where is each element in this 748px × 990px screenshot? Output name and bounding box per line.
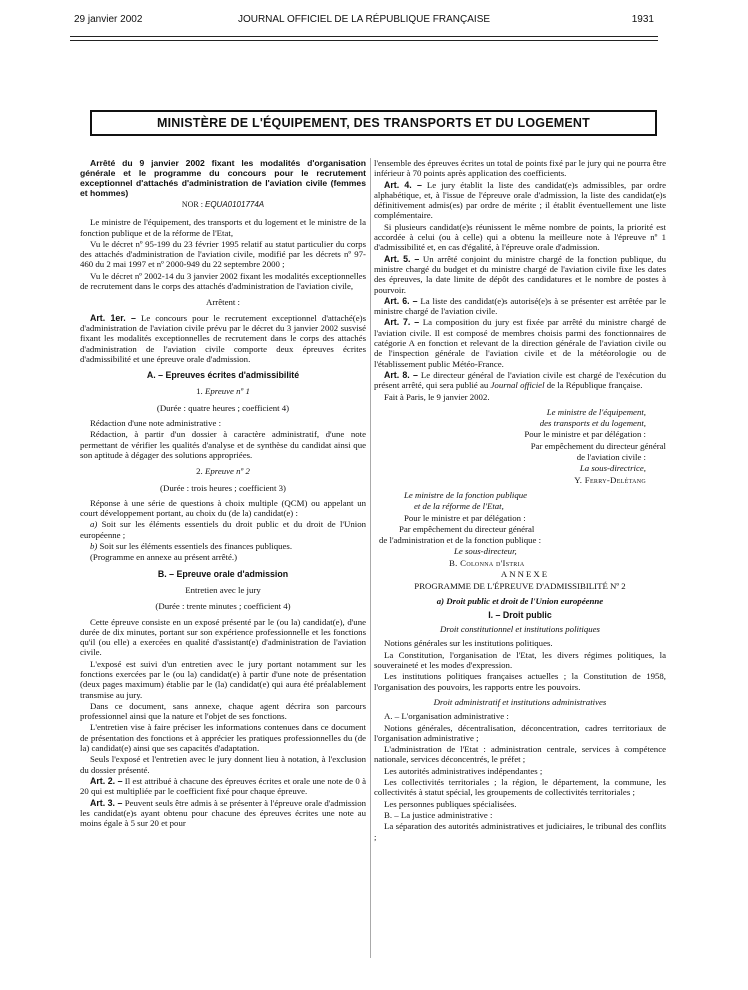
paragraph: (Programme en annexe au présent arrêté.)	[90, 552, 238, 563]
right-column	[374, 158, 666, 843]
signature-name-2: B. Colonna d'Istria	[449, 557, 525, 568]
signature-block-2-line: Par empêchement du directeur général	[399, 523, 535, 534]
epreuve-1-heading: 1. Epreuve nº 1	[196, 386, 250, 397]
list-item: b) Soit sur les éléments essentiels des finances publiques.	[90, 541, 293, 552]
part-i-heading: I. – Droit public	[488, 609, 552, 620]
paragraph: Rédaction, à partir d'un dossier à caractère administratif, d'une note permettant de vérifier les qualités d'analyse et de synthèse du candidat ainsi que son aptitude à dégager des solutions appropriées.	[80, 429, 366, 460]
article-2: Art. 2. – Il est attribué à chacune des épreuves écrites et orale une note de 0 à 20 qui est multipliée par le coefficient fixé pour chaque épreuve.	[80, 775, 366, 797]
paragraph: B. – La justice administrative :	[384, 809, 493, 820]
entretien-duration: (Durée : trente minutes ; coefficient 4)	[155, 601, 291, 612]
paragraph: La Constitution, l'organisation de l'Etat, les divers régimes politiques, la souveraineté et les modes d'expression.	[374, 649, 666, 671]
article-7: Art. 7. – La composition du jury est fixée par arrêté du ministre chargé de l'aviation civile. Il est composé de membres choisis parmi des fonctionnaires de catégorie A en fonction et relevant de la direction générale de l'aviation civile ou de l'inspection générale de l'aviation civile et de la météorologie ou de l'établissement public Météo-France.	[374, 317, 666, 369]
signature-name-1: Y. Ferry-Delétang	[574, 474, 646, 485]
paragraph: Les autorités administratives indépendantes ;	[384, 765, 543, 776]
nor-label: NOR :	[181, 200, 203, 209]
signature-block-2-line: Pour le ministre et par délégation :	[404, 512, 526, 523]
ministry-heading: MINISTÈRE DE L'ÉQUIPEMENT, DES TRANSPORTS ET DU LOGEMENT	[90, 110, 657, 136]
signature-block-1-line: de l'aviation civile :	[576, 452, 646, 463]
fait-a-paris: Fait à Paris, le 9 janvier 2002.	[384, 391, 490, 402]
paragraph: Notions générales, décentralisation, déconcentration, cadres territoriaux de l'organisation administrative ;	[374, 722, 666, 743]
decree-title: Arrêté du 9 janvier 2002 fixant les modalités d'organisation générale et le programme du concours pour le recrutement exceptionnel d'attachés d'administration de l'aviation civile (femmes et hommes)	[80, 158, 366, 198]
article-8: Art. 8. – Le directeur général de l'aviation civile est chargé de l'exécution du présent arrêté, qui sera publié au Journal officiel de la République française.	[374, 369, 666, 391]
paragraph: La séparation des autorités administratives et judiciaires, le tribunal des conflits ;	[374, 821, 666, 842]
arretent: Arrêtent :	[206, 297, 240, 308]
subsection-a-heading: a) Droit public et droit de l'Union européenne	[436, 595, 604, 606]
epreuve-2-duration: (Durée : trois heures ; coefficient 3)	[160, 482, 286, 493]
column-divider	[370, 158, 371, 958]
paragraph: Vu le décret nº 2002-14 du 3 janvier 2002 fixant les modalités exceptionnelles de recrutement dans le corps des attachés d'administration de l'aviation civile,	[80, 270, 366, 292]
article-1	[80, 313, 366, 364]
article-label: Art. 1er. –	[90, 312, 136, 323]
list-item: a) Soit sur les éléments essentiels du droit public et du droit de l'Union européenne ;	[80, 519, 367, 540]
nor-reference	[80, 200, 366, 210]
signature-block-1-line: La sous-directrice,	[579, 463, 646, 474]
header-rule-second	[70, 40, 658, 41]
signature-block-1-line: des transports et du logement,	[539, 418, 646, 429]
paragraph: l'ensemble des épreuves écrites un total de points fixé par le jury qui ne pourra être inférieur à 70 points après application des coefficients.	[374, 158, 666, 179]
nor-code: EQUA0101774A	[204, 200, 265, 209]
paragraph: A. – L'organisation administrative :	[384, 711, 509, 722]
paragraph: Vu le décret nº 95-199 du 23 février 1995 relatif au statut particulier du corps des attachés d'administration de l'aviation civile, modifié par les décrets nº 97-460 du 2 mai 1997 et nº 2000-949 du 22 septembre 2000 ;	[80, 238, 366, 270]
paragraph: L'exposé est suivi d'un entretien avec le jury portant notamment sur les fonctions exercées par le (ou la) candidat(e) à partir d'une note de présentation (deux pages maximum) établie par le (la) candidat(e) qui aura été préalablement transmise au jury.	[80, 658, 366, 700]
paragraph: L'entretien vise à faire préciser les informations contenues dans ce document de présentation des fonctions et à apprécier les pratiques professionnelles du (de la) candidat(e) ainsi que ses capacités d'adaptation.	[80, 722, 366, 754]
paragraph: Les collectivités territoriales ; la région, le département, la commune, les collectivités à statut spécial, les groupements de collectivités territoriales ;	[374, 777, 666, 798]
subheading-administratif: Droit administratif et institutions administratives	[433, 696, 607, 707]
article-4: Art. 4. – Le jury établit la liste des candidat(e)s admissibles, par ordre alphabétique, et, à l'issue de l'épreuve orale d'admission, la liste des candidat(e)s définitivement admis(es) par ordre de mérite ; il établit éventuellement une liste complémentaire.	[374, 179, 666, 221]
section-b-heading: B. – Epreuve orale d'admission	[157, 568, 289, 579]
header-journal-title: JOURNAL OFFICIEL DE LA RÉPUBLIQUE FRANÇAISE	[237, 14, 491, 25]
article-text: Le concours pour le recrutement exceptionnel d'attaché(e)s d'administration de l'aviation civile prévu par le décret du 3 janvier 2002 susvisé fixant les modalités exceptionnelles de recrutement dans le corps des attachés d'administration de l'aviation civile comporte deux épreuves écrites d'admissibilité et une épreuve orale d'admission.	[80, 312, 366, 364]
signature-block-2-line: Le sous-directeur,	[454, 546, 517, 557]
page-header	[74, 14, 654, 28]
paragraph: Les personnes publiques spécialisées.	[384, 798, 517, 809]
signature-block-2-line: de l'administration et de la fonction publique :	[379, 535, 542, 546]
article-3: Art. 3. – Peuvent seuls être admis à se présenter à l'épreuve orale d'admission les candidat(e)s ayant obtenu pour chacune des épreuves écrites une note au moins égale à 5 sur 20 et pour	[80, 797, 366, 829]
paragraph: Rédaction d'une note administrative :	[90, 418, 222, 429]
article-6: Art. 6. – La liste des candidat(e)s autorisé(e)s à se présenter est arrêtée par le ministre chargé de l'aviation civile.	[374, 295, 666, 317]
signature-block-2-line: et de la réforme de l'Etat,	[414, 501, 504, 512]
signature-block-1-line: Pour le ministre et par délégation :	[524, 429, 646, 440]
paragraph: Si plusieurs candidat(e)s réunissent le même nombre de points, la priorité est accordée à celui (ou à celle) qui a obtenu la meilleure note à l'épreuve nº 1 d'admissibilité et, en cas d'égalité, à l'épreuve orale d'admission.	[374, 221, 666, 253]
entretien-heading: Entretien avec le jury	[185, 584, 261, 595]
programme-heading: PROGRAMME DE L'ÉPREUVE D'ADMISSIBILITÉ Nº 2	[414, 581, 626, 592]
annexe-heading: ANNEXE	[500, 568, 550, 579]
section-a-heading: A. – Epreuves écrites d'admissibilité	[146, 370, 300, 381]
signature-block-1-line: Par empêchement du directeur général	[530, 440, 666, 451]
article-5: Art. 5. – Un arrêté conjoint du ministre chargé de la fonction publique, du ministre chargé du budget et du ministre chargé de l'aviation civile fixe les dates des épreuves, la date limite de dépôt des candidatures et le nombre de postes à pourvoir.	[374, 253, 666, 295]
paragraph: Notions générales sur les institutions politiques.	[384, 638, 553, 649]
left-column	[80, 158, 366, 829]
header-page-number: 1931	[631, 14, 654, 25]
paragraph: L'administration de l'Etat : administration centrale, services à compétence nationale, services déconcentrés, le préfet ;	[374, 744, 666, 765]
header-rule	[70, 36, 658, 37]
signature-block-1-line: Le ministre de l'équipement,	[546, 406, 646, 417]
subheading-constitutionnel: Droit constitutionnel et institutions politiques	[440, 624, 600, 635]
signature-block-2-line: Le ministre de la fonction publique	[404, 489, 528, 500]
epreuve-1-duration: (Durée : quatre heures ; coefficient 4)	[156, 402, 290, 413]
paragraph: Cette épreuve consiste en un exposé présenté par le (ou la) candidat(e), d'une durée de dix minutes, portant sur son expérience professionnelle et les fonctions qu'il (ou elle) a exercées en qualité d'assistant(e) d'administration de l'aviation civile.	[80, 616, 366, 658]
paragraph: Réponse à une série de questions à choix multiple (QCM) ou appelant un court développement portant, au choix du (de la) candidat(e) :	[80, 497, 366, 519]
paragraph: Seuls l'exposé et l'entretien avec le jury donnent lieu à notation, à l'exclusion du dossier présenté.	[80, 754, 366, 775]
paragraph: Le ministre de l'équipement, des transports et du logement et le ministre de la fonction publique et de la réforme de l'Etat,	[80, 217, 366, 238]
paragraph: Dans ce document, sans annexe, chaque agent décrira son parcours professionnel ainsi que la nature et l'objet de ses fonctions.	[80, 700, 366, 722]
header-date: 29 janvier 2002	[74, 14, 143, 25]
paragraph: Les institutions politiques françaises actuelles ; la Constitution de 1958, l'organisation des pouvoirs, les rapports entre les pouvoirs.	[374, 671, 666, 692]
epreuve-2-heading: 2. Epreuve nº 2	[196, 466, 250, 477]
